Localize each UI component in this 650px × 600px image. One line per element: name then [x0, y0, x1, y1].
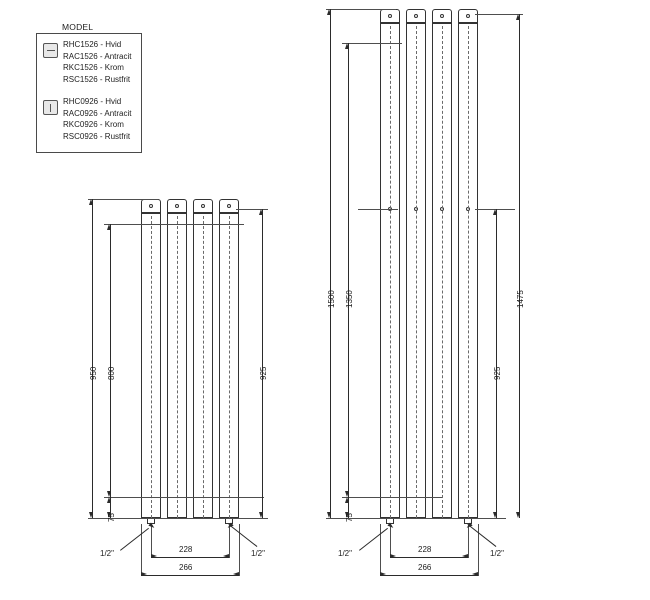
extension-line	[342, 43, 402, 44]
legend-item: RKC0926 - Krom	[63, 120, 124, 130]
arrow-head	[107, 497, 111, 503]
arrow-head	[493, 512, 497, 518]
center-line	[151, 216, 152, 518]
leader-line	[228, 524, 257, 547]
leader-line	[120, 528, 149, 551]
extension-line	[342, 497, 442, 498]
connection-label-left: 1/2"	[100, 549, 114, 558]
dimension-925: 925	[259, 366, 268, 380]
dimension-line	[348, 43, 349, 497]
arrow-head	[233, 572, 239, 576]
dimension-925: 925	[493, 366, 502, 380]
arrow-head	[89, 199, 93, 205]
legend-item: RAC0926 - Antracit	[63, 108, 132, 118]
dimension-228: 228	[179, 545, 193, 554]
arrow-head	[327, 512, 331, 518]
connection-label-right: 1/2"	[490, 549, 504, 558]
center-line	[203, 216, 204, 518]
leader-line	[467, 524, 496, 547]
connection-label-left: 1/2"	[338, 549, 352, 558]
legend-item: RHC0926 - Hvid	[63, 97, 122, 106]
dimension-75: 75	[345, 513, 354, 522]
arrow-head	[493, 209, 497, 215]
center-line	[442, 26, 443, 518]
dimension-1475: 1475	[516, 290, 525, 308]
mounting-hole	[388, 14, 392, 18]
dimension-line	[110, 224, 111, 497]
arrow-head	[89, 512, 93, 518]
arrow-head	[390, 554, 396, 558]
legend-title: MODEL	[62, 22, 94, 32]
mounting-hole	[466, 14, 470, 18]
center-line	[390, 26, 391, 518]
arrow-head	[472, 572, 478, 576]
radiator-926-drawing	[0, 0, 300, 600]
dimension-1500: 1500	[327, 290, 336, 308]
arrow-head	[345, 497, 349, 503]
arrow-head	[516, 14, 520, 20]
arrow-head	[141, 572, 147, 576]
arrow-head	[259, 512, 263, 518]
center-line	[229, 216, 230, 518]
dimension-line	[519, 14, 520, 518]
center-line	[416, 26, 417, 518]
dimension-line	[496, 209, 497, 518]
connection-label-right: 1/2"	[251, 549, 265, 558]
center-line	[177, 216, 178, 518]
dimension-266: 266	[179, 563, 193, 572]
mounting-hole	[414, 14, 418, 18]
dimension-line	[151, 557, 229, 558]
dimension-line	[380, 575, 478, 576]
dimension-1350: 1350	[345, 290, 354, 308]
extension-line	[104, 497, 264, 498]
arrow-head	[259, 209, 263, 215]
legend-item: RSC0926 - Rustfrit	[63, 131, 131, 141]
legend-item: RAC1526 - Antracit	[63, 51, 132, 61]
mounting-hole	[440, 14, 444, 18]
dimension-228: 228	[418, 545, 432, 554]
dimension-266: 266	[418, 563, 432, 572]
mounting-hole	[227, 204, 231, 208]
arrow-head	[462, 554, 468, 558]
extension-line	[88, 199, 158, 200]
dimension-line	[92, 199, 93, 518]
arrow-head	[327, 9, 331, 15]
dimension-line	[262, 209, 263, 518]
arrow-head	[380, 572, 386, 576]
dimension-800: 800	[107, 366, 116, 380]
dimension-950: 950	[89, 366, 98, 380]
arrow-head	[345, 43, 349, 49]
dimension-line	[330, 9, 331, 518]
mounting-hole	[149, 204, 153, 208]
legend-item: RHC1526 - Hvid	[63, 40, 122, 49]
center-line	[468, 26, 469, 518]
mounting-hole	[201, 204, 205, 208]
arrow-head	[223, 554, 229, 558]
arrow-head	[107, 224, 111, 230]
legend-item: RSC1526 - Rustfrit	[63, 74, 131, 84]
radiator-1526-drawing	[300, 0, 650, 600]
extension-line	[104, 224, 244, 225]
arrow-head	[516, 512, 520, 518]
extension-line	[326, 9, 396, 10]
dimension-75: 75	[107, 513, 116, 522]
mounting-hole	[175, 204, 179, 208]
leader-line	[359, 528, 388, 551]
arrow-head	[151, 554, 157, 558]
legend-item: RKC1526 - Krom	[63, 63, 124, 73]
dimension-line	[390, 557, 468, 558]
dimension-line	[141, 575, 239, 576]
extension-line	[358, 209, 398, 210]
